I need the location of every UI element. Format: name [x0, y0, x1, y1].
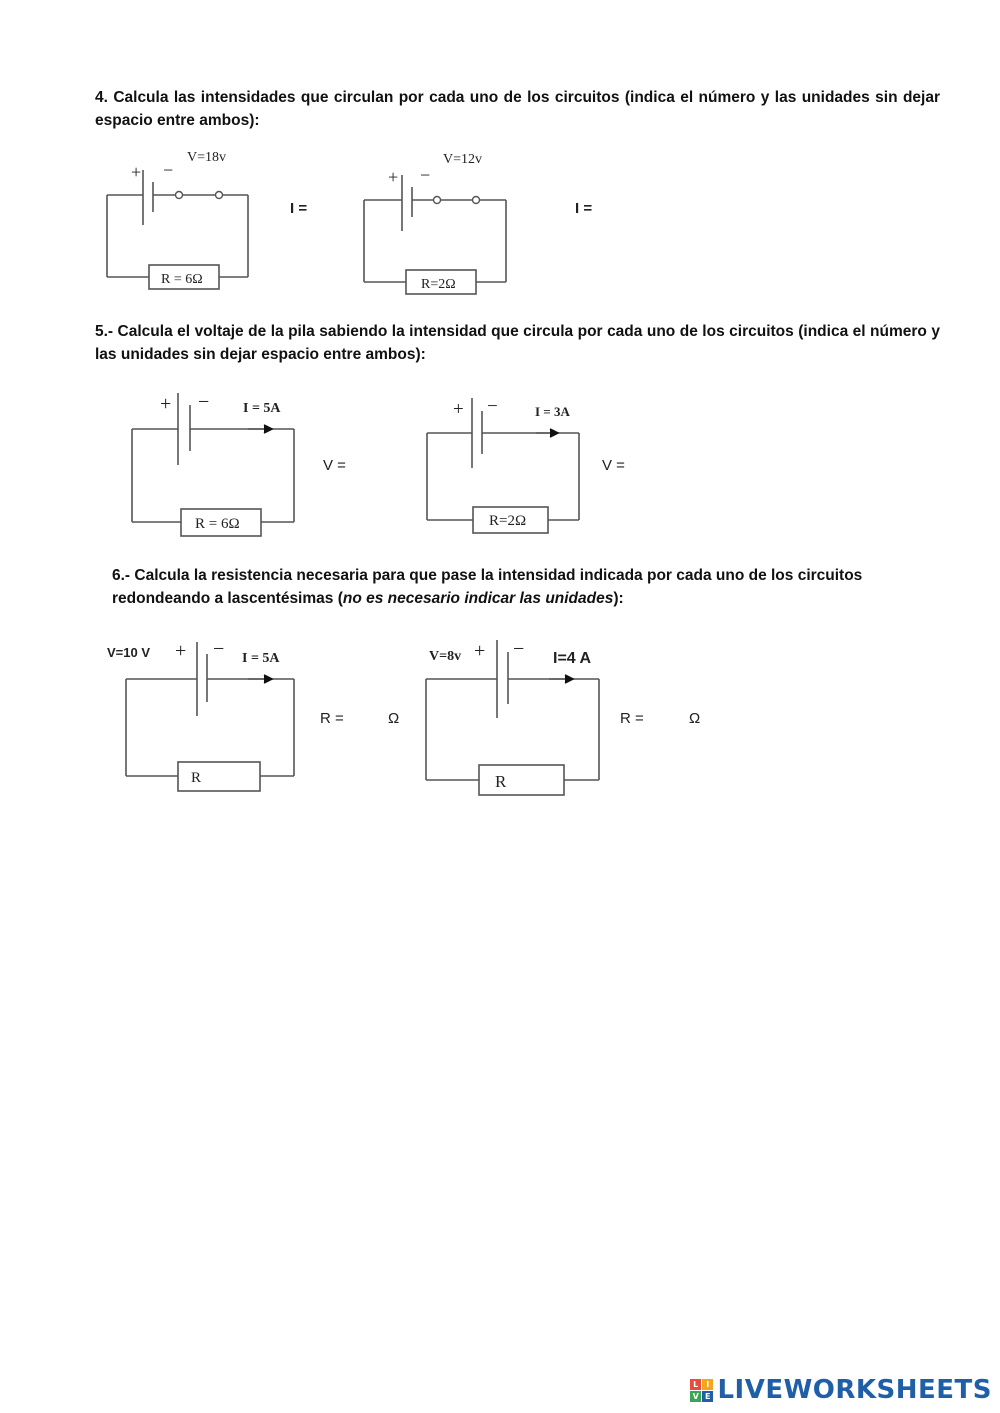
plus-sign: +	[175, 640, 187, 662]
plus-sign: +	[453, 399, 464, 420]
resistor-label: R=2Ω	[489, 513, 527, 529]
voltage-label: V=8v	[429, 649, 462, 664]
answer-label-q5-a: V =	[323, 457, 346, 474]
answer-label-q6-b: R =	[620, 710, 644, 727]
resistor	[479, 765, 564, 795]
answer-label-q4-a: I =	[290, 200, 308, 217]
answer-input-q5-b[interactable]	[631, 455, 665, 473]
question-6-text	[112, 564, 912, 610]
resistor-label: R	[191, 770, 202, 786]
minus-sign: −	[420, 165, 431, 185]
plus-sign: +	[131, 162, 142, 182]
minus-sign: −	[163, 160, 174, 180]
voltage-label: V=10 V	[107, 645, 151, 660]
answer-input-q6-b[interactable]	[648, 708, 682, 726]
circuit-q6-b	[415, 632, 615, 807]
circuit-q4-b	[352, 143, 522, 303]
question-6-text-italic: no es necesario indicar las unidades	[342, 590, 614, 607]
circuit-q4-a	[95, 140, 265, 300]
plus-sign: +	[474, 640, 486, 662]
logo-grid-v: V	[690, 1391, 701, 1402]
question-6-text-a: 6.- Calcula la resistencia necesaria para que pase la intensidad indicada por cada uno de los circuitos redondeando a lascentésimas (	[112, 567, 863, 607]
answer-input-q4-a[interactable]	[318, 198, 352, 216]
resistor-label: R=2Ω	[421, 277, 456, 292]
voltage-label: V=18v	[187, 150, 227, 165]
current-label: I=4 A	[553, 650, 592, 667]
logo-grid-l: L	[690, 1379, 701, 1390]
resistor-label: R = 6Ω	[195, 516, 240, 532]
question-6-text-b: ):	[613, 590, 624, 607]
plus-sign: +	[160, 393, 172, 415]
answer-label-q4-b: I =	[575, 200, 593, 217]
answer-input-q6-a[interactable]	[348, 708, 382, 726]
unit-label-q6-b: Ω	[689, 710, 701, 727]
current-label: I = 5A	[242, 651, 280, 666]
voltage-label: V=12v	[443, 152, 483, 167]
answer-label-q6-a: R =	[320, 710, 344, 727]
current-label: I = 5A	[243, 401, 281, 416]
plus-sign: +	[388, 167, 399, 187]
question-5-text: 5.- Calcula el voltaje de la pila sabiendo la intensidad que circula por cada uno de los circuitos (indica el número y las unidades sin dejar espacio entre ambos):	[95, 323, 940, 363]
resistor-label: R	[495, 772, 507, 791]
unit-label-q6-a: Ω	[388, 710, 400, 727]
answer-label-q5-b: V =	[602, 457, 625, 474]
circuit-q5-a	[120, 385, 310, 545]
minus-sign: −	[213, 638, 225, 660]
logo-grid-i: I	[702, 1379, 713, 1390]
question-4-text: 4. Calcula las intensidades que circulan por cada uno de los circuitos (indica el número y las unidades sin dejar espacio entre ambos):	[95, 89, 940, 129]
logo-text: LIVEWORKSHEETS	[717, 1375, 992, 1405]
minus-sign: −	[513, 638, 525, 660]
logo-icon	[690, 1379, 713, 1402]
answer-input-q5-a[interactable]	[352, 455, 386, 473]
current-label: I = 3A	[535, 404, 570, 419]
minus-sign: −	[198, 391, 210, 413]
circuit-q6-a	[105, 632, 305, 802]
answer-input-q4-b[interactable]	[603, 198, 637, 216]
liveworksheets-logo	[690, 1373, 992, 1407]
circuit-q5-b	[415, 392, 595, 542]
logo-grid-e: E	[702, 1391, 713, 1402]
resistor-label: R = 6Ω	[161, 272, 203, 287]
minus-sign: −	[487, 396, 498, 417]
